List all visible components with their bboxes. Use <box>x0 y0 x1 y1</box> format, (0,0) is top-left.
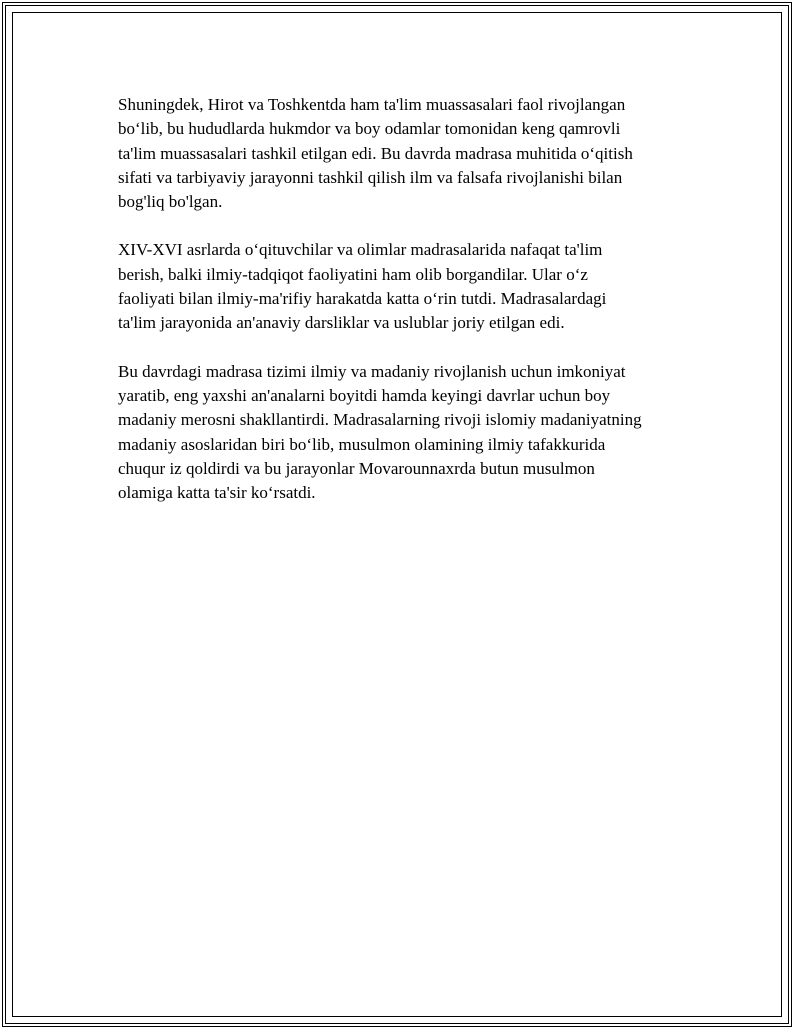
text-line: bo‘lib, bu hududlarda hukmdor va boy odamlar tomonidan keng qamrovli <box>118 119 621 139</box>
text-line: Shuningdek, Hirot va Toshkentda ham ta'lim muassasalari faol rivojlangan <box>118 95 626 114</box>
paragraph-1 <box>118 93 698 214</box>
text-line: XIV-XVI asrlarda o‘qituvchilar va olimlar madrasalarida nafaqat ta'lim <box>118 240 603 260</box>
paragraph-2 <box>118 238 698 335</box>
text-line: olamiga katta ta'sir ko‘rsatdi. <box>118 483 316 503</box>
document-body <box>118 93 698 529</box>
text-line: faoliyati bilan ilmiy-ma'rifiy harakatda katta o‘rin tutdi. Madrasalardagi <box>118 289 607 309</box>
text-line: berish, balki ilmiy-tadqiqot faoliyatini ham olib borgandilar. Ular o‘z <box>118 264 588 284</box>
text-line: sifati va tarbiyaviy jarayonni tashkil qilish ilm va falsafa rivojlanishi bilan <box>118 167 623 187</box>
text-line: madaniy asoslaridan biri bo‘lib, musulmon olamining ilmiy tafakkurida <box>118 434 606 454</box>
text-line: Bu davrdagi madrasa tizimi ilmiy va madaniy rivojlanish uchun imkoniyat <box>118 361 626 381</box>
text-line: yaratib, eng yaxshi an'analarni boyitdi hamda keyingi davrlar uchun boy <box>118 385 611 405</box>
text-line: chuqur iz qoldirdi va bu jarayonlar Movarounnaxrda butun musulmon <box>118 458 595 478</box>
text-line: bog'liq bo'lgan. <box>118 192 223 212</box>
text-line: madaniy merosni shakllantirdi. Madrasalarning rivoji islomiy madaniyatning <box>118 410 642 430</box>
text-line: ta'lim muassasalari tashkil etilgan edi. Bu davrda madrasa muhitida o‘qitish <box>118 143 633 163</box>
paragraph-3 <box>118 360 698 506</box>
text-line: ta'lim jarayonida an'anaviy darsliklar va uslublar joriy etilgan edi. <box>118 313 565 333</box>
